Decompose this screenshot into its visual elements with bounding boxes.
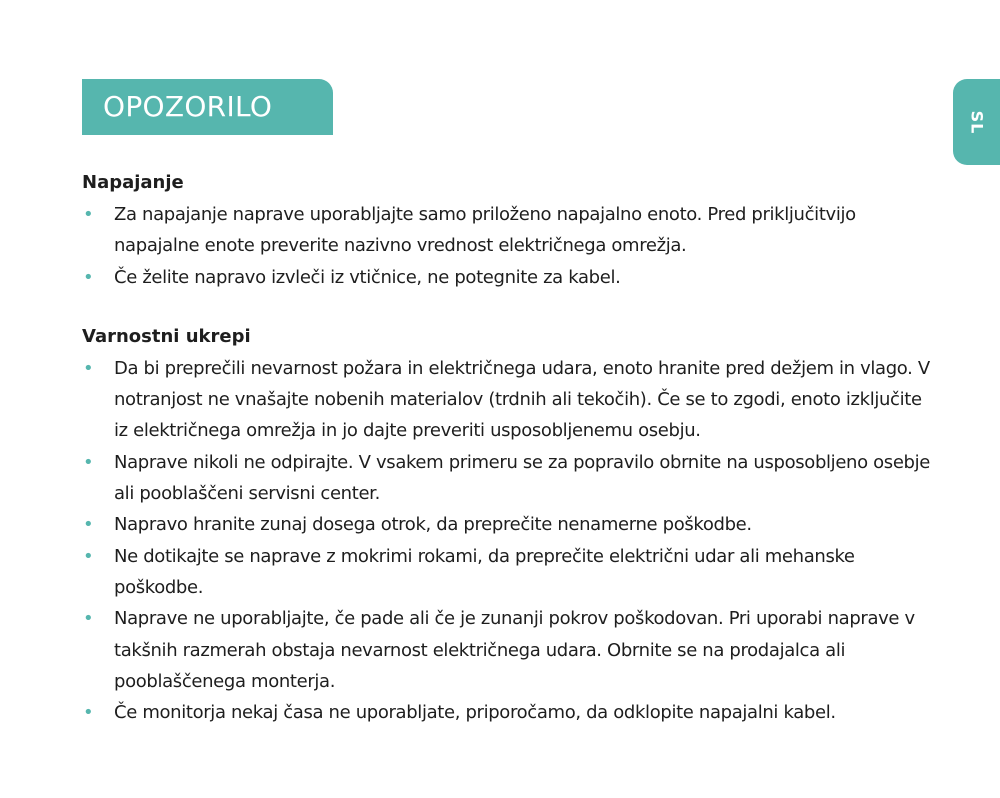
bullet-icon: • <box>83 357 94 379</box>
list-item-text: Napravo hranite zunaj dosega otrok, da preprečite nenamerne poškodbe. <box>114 514 752 536</box>
language-tab <box>953 79 1000 165</box>
list-item <box>82 509 932 540</box>
list-item <box>82 447 932 510</box>
bullet-icon: • <box>83 702 94 724</box>
list-item <box>82 603 932 697</box>
list-item-text: Naprave nikoli ne odpirajte. V vsakem primeru se za popravilo obrnite na usposobljeno osebje ali pooblaščeni servisni center. <box>114 451 931 505</box>
list-item <box>82 697 932 728</box>
bullet-list <box>82 199 932 293</box>
section-power-supply <box>82 170 932 293</box>
bullet-list <box>82 353 932 729</box>
title-banner <box>82 79 333 135</box>
section-safety-measures <box>82 324 932 729</box>
language-tab-label: SL <box>967 110 986 134</box>
list-item <box>82 199 932 262</box>
section-heading: Napajanje <box>82 172 184 193</box>
list-item <box>82 262 932 293</box>
list-item <box>82 353 932 447</box>
list-item-text: Naprave ne uporabljajte, če pade ali če je zunanji pokrov poškodovan. Pri uporabi naprave v takšnih razmerah obstaja nevarnost električnega udara. Obrnite se na prodajalca ali pooblaščenega monterja. <box>114 608 915 692</box>
page-title: OPOZORILO <box>103 90 273 123</box>
bullet-icon: • <box>83 545 94 567</box>
list-item <box>82 541 932 604</box>
list-item-text: Če želite napravo izvleči iz vtičnice, ne potegnite za kabel. <box>114 266 621 288</box>
bullet-icon: • <box>83 204 94 225</box>
list-item-text: Ne dotikajte se naprave z mokrimi rokami, da preprečite električni udar ali mehanske poškodbe. <box>114 545 855 598</box>
bullet-icon: • <box>83 514 94 536</box>
bullet-icon: • <box>83 451 94 473</box>
list-item-text: Če monitorja nekaj časa ne uporabljate, priporočamo, da odklopite napajalni kabel. <box>114 702 836 724</box>
bullet-icon: • <box>83 266 94 288</box>
bullet-icon: • <box>83 608 94 630</box>
document-body <box>82 170 932 728</box>
list-item-text: Za napajanje naprave uporabljajte samo priloženo napajalno enoto. Pred priključitvijo napajalne enote preverite nazivno vrednost električnega omrežja. <box>114 204 856 257</box>
section-heading: Varnostni ukrepi <box>82 325 251 347</box>
list-item-text: Da bi preprečili nevarnost požara in električnega udara, enoto hranite pred dežjem in vlago. V notranjost ne vnašajte nobenih materialov (trdnih ali tekočih). Če se to zgodi, enoto izključite iz električnega omrežja in jo dajte preveriti usposobljenemu osebju. <box>114 357 930 442</box>
